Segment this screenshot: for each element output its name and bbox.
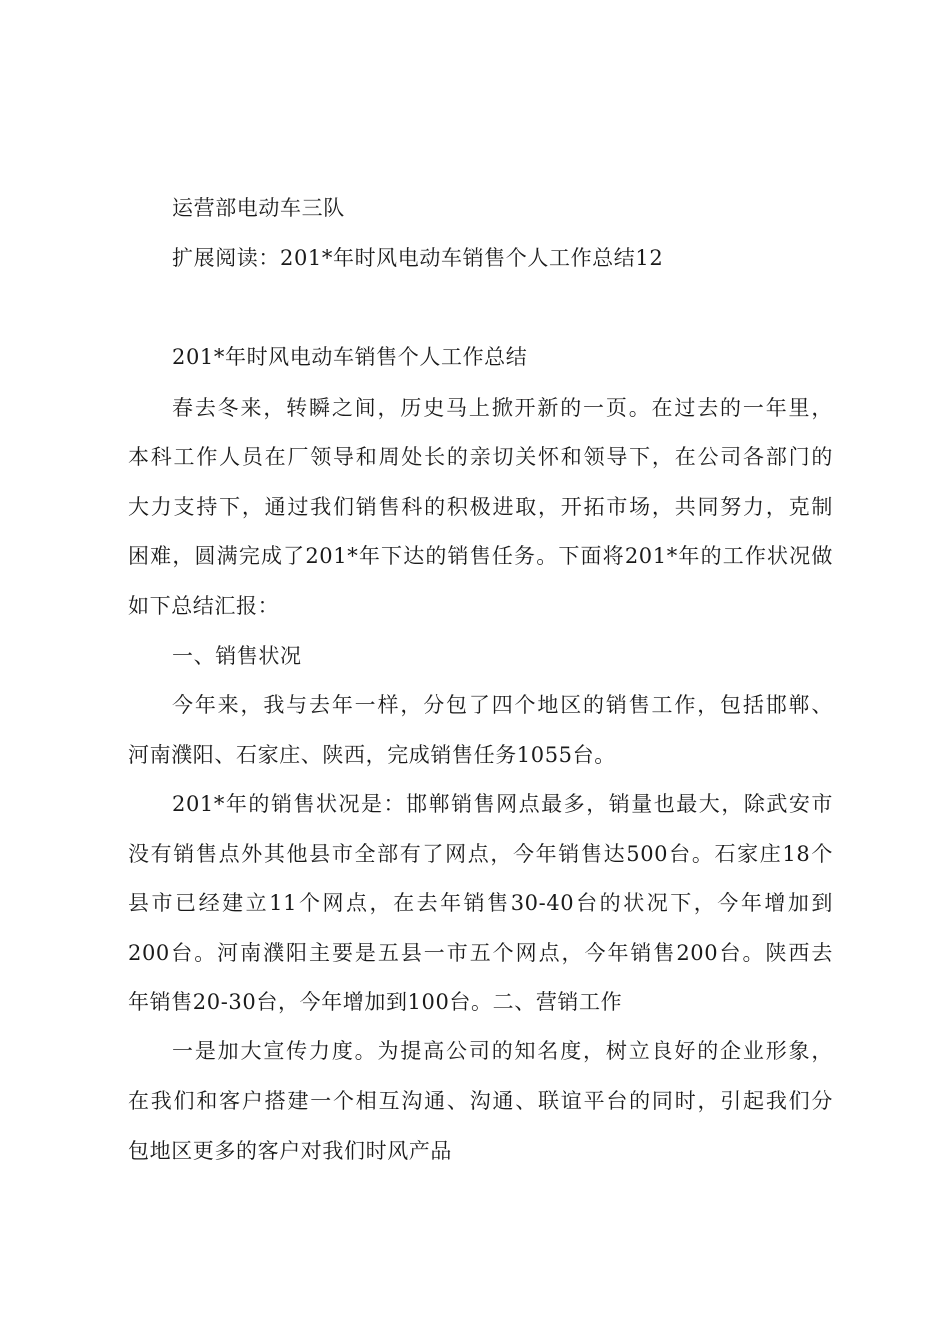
paragraph-line: 困难，圆满完成了201*年下达的销售任务。下面将201*年的工作状况做 (128, 544, 833, 568)
paragraph-line: 包地区更多的客户对我们时风产品 (128, 1139, 452, 1163)
section-heading: 一、销售状况 (172, 644, 302, 668)
document-title: 201*年时风电动车销售个人工作总结 (172, 345, 528, 369)
paragraph-line: 201*年的销售状况是：邯郸销售网点最多，销量也最大，除武安市 (172, 792, 833, 816)
paragraph-line: 一是加大宣传力度。为提高公司的知名度，树立良好的企业形象， (172, 1039, 833, 1063)
paragraph-line: 200台。河南濮阳主要是五县一市五个网点，今年销售200台。陕西去 (128, 941, 833, 965)
paragraph-line: 春去冬来，转瞬之间，历史马上掀开新的一页。在过去的一年里， (172, 396, 833, 420)
paragraph-line: 今年来，我与去年一样，分包了四个地区的销售工作，包括邯郸、 (172, 693, 833, 717)
paragraph-line: 河南濮阳、石家庄、陕西，完成销售任务1055台。 (128, 743, 616, 767)
signature-line: 运营部电动车三队 (172, 196, 345, 220)
paragraph-line: 没有销售点外其他县市全部有了网点，今年销售达500台。石家庄18个 (128, 842, 833, 866)
paragraph-line: 本科工作人员在厂领导和周处长的亲切关怀和领导下，在公司各部门的 (128, 445, 833, 469)
paragraph-line: 如下总结汇报： (128, 594, 280, 618)
extended-reading-line: 扩展阅读：201*年时风电动车销售个人工作总结12 (172, 246, 664, 270)
paragraph-line: 县市已经建立11个网点，在去年销售30-40台的状况下，今年增加到 (128, 891, 833, 915)
paragraph-line: 年销售20-30台，今年增加到100台。二、营销工作 (128, 990, 623, 1014)
paragraph-line: 在我们和客户搭建一个相互沟通、沟通、联谊平台的同时，引起我们分 (128, 1089, 833, 1113)
paragraph-line: 大力支持下，通过我们销售科的积极进取，开拓市场，共同努力，克制 (128, 495, 833, 519)
